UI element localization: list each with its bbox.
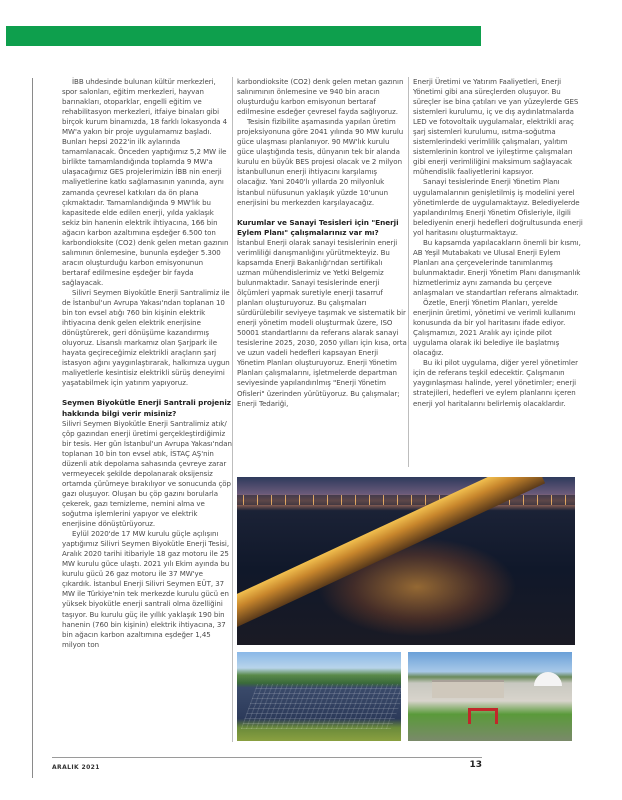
section-heading: Kurumlar ve Sanayi Tesisleri için "Enerji Eylem Planı" çalışmalarınız var mı? [237, 217, 399, 237]
column-divider [408, 77, 409, 467]
paragraph: Silivri Seymen Biyokütle Enerji Santralimiz ile de İstanbul'un Avrupa Yakası'ndan toplanan 10 bin ton evsel atığı 760 bin kişinin elektrik ihtiyacına denk gelen elektrik enerjisine dönüştürerek, geri dönüşüme kazandırmış oluyoruz. Lisanslı markamız olan Şarjpark ile hayata geçireceğimiz elektrikli araçların şarj istasyon ağını yaygınlaştırarak, halkımıza uygun maliyetlerle kesintisiz elektrikli sürüş deneyimi yaşatabilmek için yatırım yapıyoruz. [62, 287, 230, 388]
paragraph: İstanbul Enerji olarak sanayi tesislerinin enerji verimliliği danışmanlığını yürütmekteyiz. Bu kapsamda Enerji Bakanlığı'ndan sertifikalı uzman mühendislerimiz ve Yetki Belgemiz bulunmaktadır. Sanayi tesislerinde enerji ölçümleri yapmak suretiyle enerji tasarruf planları oluşturuyoruz. Bu çalışmaları sürdürülebilir seviyeye taşımak ve sistematik bir enerji yönetim modeli oluşturmak üzere, ISO 50001 standartlarını da referans alarak sanayi tesislerine 2025, 2030, 2050 yılları için kısa, orta ve uzun vadeli hedefleri kapsayan Enerji Yönetim Planları oluşturuyoruz. Enerji Yönetim Planları çalışmalarını, işletmelerde departman seviyesinde yapılandırılmış "Enerji Yönetim Ofisleri" üzerinden yürütüyoruz. Bu çalışmalar; Enerji Tedariği, [237, 237, 407, 408]
footer-issue-date: ARALIK 2021 [52, 764, 100, 771]
article-column-2 [237, 77, 407, 409]
plant-dome-decor [534, 672, 562, 686]
paragraph: Tesisin fizibilite aşamasında yapılan üretim projeksiyonuna göre 2041 yılında 90 MW kurulu güce ulaşması planlanıyor. 90 MW'lık kurulu güce ulaştığında tesis, dünyanın tek bir alanda kurulu en büyük BES projesi olacak ve 2 milyon İstanbullunun enerji ihtiyacını karşılamış olacağız. Yani 2040'lı yıllarda 20 milyonluk İstanbul nüfusunun yaklaşık yüzde 10'unun enerjisini bu merkezden karşılayacağız. [237, 117, 404, 207]
paragraph: Sanayi tesislerinde Enerji Yönetim Planı uygulamalarının genişletilmiş iş modelini yerel yönetimlerde de uygulamaktayız. Belediyelerde yapılandırılmış Enerji Yönetim Ofisleriyle, ilgili belediyenin enerji hedefleri doğrultusunda enerji yol haritasını oluşturmaktayız. [413, 177, 583, 237]
paragraph: Bu iki pilot uygulama, diğer yerel yönetimler için de referans teşkil edecektir. Çalışmanın yaygınlaşması halinde, yerel yönetimler; enerji stratejileri, hedefleri ve eylem planlarını içeren enerji yol haritalarını belirlemiş olacaklardır. [413, 358, 578, 408]
header-green-bar [6, 26, 481, 46]
paragraph: Silivri Seymen Biyokütle Enerji Santralimiz atık/çöp gazından enerji üretimi gerçekleştirdiğimiz bir tesis. Her gün İstanbul'un Avrupa Yakası'ndan toplanan 10 bin ton evsel atık, İSTAÇ AŞ'nin düzenli atık depolama sahasında çevreye zarar vermeyecek şekilde depolanarak oksijensiz ortamda çürümeye bırakılıyor ve sonucunda çöp gazı oluşuyor. Oluşan bu çöp gazını borularla çekerek, gazı temizleme, nemini alma ve soğutma işlemlerini yapıyor ve elektrik enerjisine dönüştürüyoruz. [62, 418, 232, 529]
plant-gate-decor [468, 708, 498, 724]
biomass-plant-photo [408, 652, 572, 741]
city-lights-decor [237, 495, 575, 505]
solar-panels-decor [241, 684, 401, 729]
section-heading: Seymen Biyokütle Enerji Santrali projeniz hakkında bilgi verir misiniz? [62, 398, 231, 418]
page-number: 13 [469, 760, 482, 770]
solar-field-photo [237, 652, 401, 741]
paragraph: Özetle, Enerji Yönetim Planları, yerelde enerjinin üretimi, yönetimi ve verimli kullanımı konusunda da bir yol haritasını ifade ediyor. Çalışmamızı, 2021 Aralık ayı içinde pilot uygulama olarak iki belediye ile başlatmış olacağız. [413, 298, 576, 358]
paragraph: Eylül 2020'de 17 MW kurulu güçle açılışını yaptığımız Silivri Seymen Biyokütle Enerji Tesisi, Aralık 2020 tarihi itibariyle 18 gaz motoru ile 25 MW kurulu güce ulaştı. 2021 yılı Ekim ayında bu kurulu gücü 26 gaz motoru ile 37 MW'ye çıkardık. İstanbul Enerji Silivri Seymen EÜT, 37 MW ile Türkiye'nin tek merkezde kurulu gücü en yüksek biyokütle enerji santrali olma özelliğini taşıyor. Bu kurulu güç ile yıllık yaklaşık 190 bin hanenin (760 bin kişinin) elektrik ihtiyacına, 37 bin ağacın karbon azaltımına eşdeğer 1,45 milyon ton [62, 529, 230, 649]
article-column-1 [62, 77, 232, 650]
article-column-3 [413, 77, 583, 409]
column-divider [232, 77, 233, 742]
page-edge-line [32, 78, 33, 778]
bridge-night-photo [237, 477, 575, 645]
paragraph: İBB uhdesinde bulunan kültür merkezleri, spor salonları, eğitim merkezleri, hayvan barınakları, otoparklar, engelli eğitim ve rehabilitasyon merkezleri, itfaiye binaları gibi birçok kurum binamızda, 18 farklı lokasyonda 4 MW'a yakın bir proje uygulamamız başladı. Bunları hepsi 2022'in ilk aylarında tamamlanacak. Önceden yaptığımız 5,2 MW ile birlikte tamamlandığında toplamda 9 MW'a ulaşacağımız GES projelerimizin İBB nin enerji maliyetlerine katkı sağlamasının yanında, aynı zamanda çevresel katkıları da ön plana çıkmaktadır. Tamamlandığında 9 MW'lık bu kapasitede elde edilen enerji, yılda yaklaşık sekiz bin hanenin elektrik ihtiyacına, 166 bin ağacın karbon azaltımına eşdeğer 6.500 ton karbondioksite (CO2) denk gelen metan gazının salımının önlemesine, bununla eşdeğer 5.300 aracın oluşturduğu karbon emisyonunun bertaraf edilmesine eşdeğer bir fayda sağlayacak. [62, 77, 229, 287]
footer-rule [52, 757, 482, 758]
paragraph: Enerji Üretimi ve Yatırım Faaliyetleri, Enerji Yönetimi gibi ana süreçlerden oluşuyor. Bu süreçler ise bina çatıları ve yan yüzeylerde GES sistemleri kurulumu, iç ve dış aydınlatmalarda LED ve fotovoltaik uygulamalar, elektrikli araç şarj sistemleri kurulumu, ısıtma-soğutma sistemlerindeki verimlilik çalışmaları, yalıtım sistemlerinin kontrol ve iyileştirme çalışmaları gibi enerji verimliliğini maksimum sağlayacak mühendislik faaliyetlerini kapsıyor. [413, 77, 579, 177]
paragraph: Bu kapsamda yapılacakların önemli bir kısmı, AB Yeşil Mutabakatı ve Ulusal Enerji Eylem Planları ana çerçevelerinde tanımlanmış bulunmaktadır. Enerji Yönetim Planı danışmanlık hizmetlerimiz aynı zamanda bu çerçeve anlaşmaları ve standartları referans almaktadır. [413, 237, 581, 297]
plant-building-decor [432, 680, 504, 698]
paragraph: karbondioksite (CO2) denk gelen metan gazının salınımının önlemesine ve 940 bin aracın oluşturduğu karbon emisyonun bertaraf edilmesine esdeğer çevresel fayda sağlıyoruz. [237, 77, 404, 117]
